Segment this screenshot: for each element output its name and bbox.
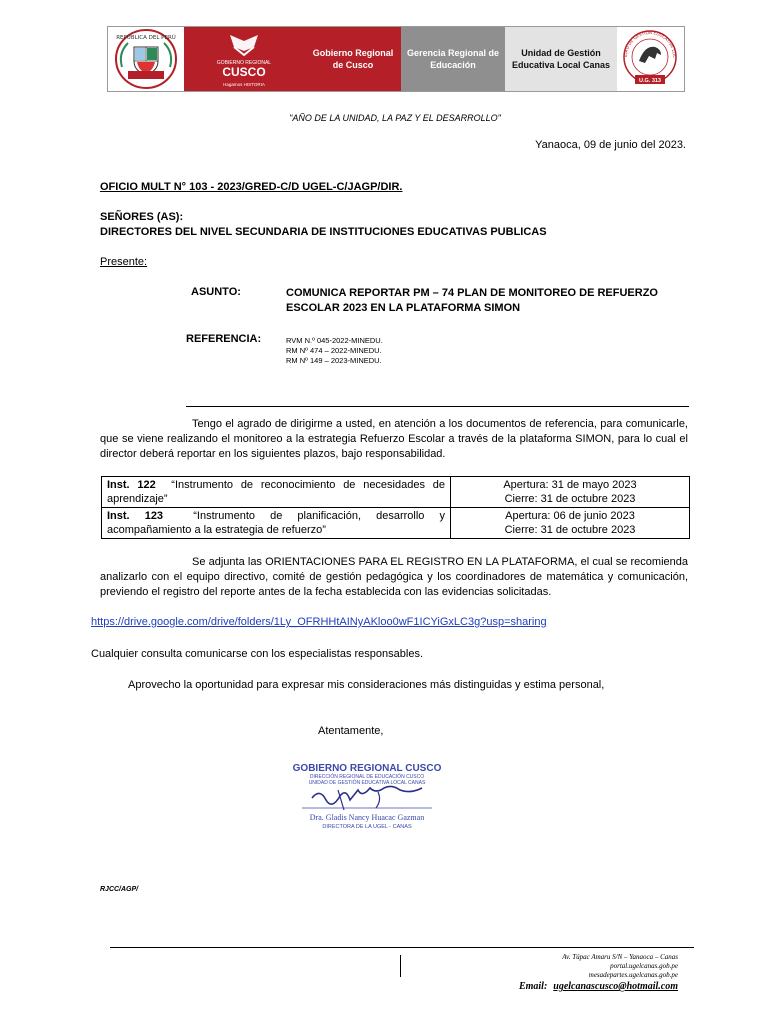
apertura-date: Apertura: 06 de junio 2023 [505, 510, 635, 522]
year-motto: "AÑO DE LA UNIDAD, LA PAZ Y EL DESARROLLO" [289, 113, 501, 123]
header-banner [107, 26, 685, 92]
seal-code: U.G. 313 [638, 78, 662, 84]
instrument-description: “Instrumento de reconocimiento de necesidades de aprendizaje” [107, 479, 445, 505]
signature-stamp [282, 754, 452, 834]
cierre-date: Cierre: 31 de octubre 2023 [504, 493, 636, 505]
table-row [102, 477, 690, 508]
stamp-role: DIRECTORA DE LA UGEL - CANAS [322, 824, 412, 830]
drive-folder-link[interactable]: https://drive.google.com/drive/folders/1Ly_OFRHHtAINyAKloo0wF1ICYiGxLC3g?usp=sharing [91, 616, 547, 628]
cusco-logo-tag: Hagamos HISTORIA [223, 82, 265, 87]
intro-paragraph-text: Tengo el agrado de dirigirme a usted, en atención a los documentos de referencia, para comunicarle, que se viene realizando el monitoreo a la estrategia Refuerzo Escolar a través de la plataforma SIMON, para lo cual el director deberá reportar en los siguientes plazos, bajo responsabilidad. [100, 418, 688, 460]
instrument-id: Inst. 122 [107, 479, 156, 491]
footer-email[interactable]: ugelcanascusco@hotmail.com [553, 981, 678, 992]
consulta-line: Cualquier consulta comunicarse con los especialistas responsables. [91, 648, 424, 660]
gobierno-cusco-logo [184, 27, 305, 91]
stamp-line2: DIRECCIÓN REGIONAL DE EDUCACIÓN CUSCO [309, 774, 425, 780]
referencia-list [286, 336, 383, 366]
gerencia-regional-label: Gerencia Regional de Educación [401, 27, 505, 91]
stamp-signer: Dra. Gladis Nancy Huacac Gazman [309, 813, 425, 822]
orientaciones-paragraph [100, 555, 688, 600]
senores-label: SEÑORES (AS): [100, 211, 184, 223]
intro-paragraph [100, 417, 688, 462]
peru-shield-logo [108, 27, 184, 91]
cusco-logo-name: CUSCO [222, 65, 266, 79]
footer-divider [110, 947, 694, 948]
orientaciones-paragraph-text: Se adjunta las ORIENTACIONES PARA EL REGISTRO EN LA PLATAFORMA, el cual se recomienda analizarlo con el equipo directivo, comité de gestión pedagógica y los coordinadores de matemática y comunicación, previendo el registro del reporte antes de la fecha establecida con las evidencias solicitadas. [100, 556, 688, 598]
footer-address-block [562, 953, 678, 980]
dates-cell [451, 477, 690, 508]
referencia-label: REFERENCIA: [186, 333, 262, 345]
gobierno-regional-label: Gobierno Regional de Cusco [305, 27, 401, 91]
instruments-table [101, 476, 690, 539]
dates-cell [451, 508, 690, 539]
referencia-item: RM Nº 149 – 2023-MINEDU. [286, 356, 382, 365]
directores-label: DIRECTORES DEL NIVEL SECUNDARIA DE INSTITUCIONES EDUCATIVAS PUBLICAS [100, 226, 547, 238]
document-date: Yanaoca, 09 de junio del 2023. [535, 139, 686, 151]
apertura-date: Apertura: 31 de mayo 2023 [503, 479, 637, 491]
asunto-text: COMUNICA REPORTAR PM – 74 PLAN DE MONITOREO DE REFUERZO ESCOLAR 2023 EN LA PLATAFORMA SIMON [286, 287, 658, 314]
table-row [102, 508, 690, 539]
instrument-cell [102, 508, 451, 539]
referencia-item: RM Nº 474 – 2022-MINEDU. [286, 346, 382, 355]
ugel-seal-logo [617, 27, 684, 91]
footer-email-line [519, 981, 678, 992]
oficio-number: OFICIO MULT N° 103 - 2023/GRED-C/D UGEL-C/JAGP/DIR. [100, 181, 403, 193]
atentamente-label: Atentamente, [318, 725, 384, 737]
closing-line: Aprovecho la oportunidad para expresar mis consideraciones más distinguidas y estima personal, [128, 679, 605, 691]
stamp-line1: GOBIERNO REGIONAL CUSCO [292, 763, 442, 774]
stamp-line3: UNIDAD DE GESTIÓN EDUCATIVA LOCAL CANAS [308, 780, 426, 786]
cusco-logo-top: GOBIERNO REGIONAL [216, 60, 272, 66]
section-divider [186, 406, 689, 407]
instrument-description: “Instrumento de planificación, desarrollo y acompañamiento a la estrategia de refuerzo” [107, 510, 445, 536]
footer-portal: portal.ugelcanas.gob.pe [610, 962, 678, 970]
cierre-date: Cierre: 31 de octubre 2023 [504, 524, 636, 536]
presente-label: Presente: [100, 256, 148, 268]
footer-bar [400, 955, 401, 977]
asunto-label: ASUNTO: [191, 286, 241, 298]
seal-caption: IDAD DE GESTIÓN EDUCATIVA LOC [622, 29, 678, 59]
reference-initials: RJCC/AGP/ [100, 886, 139, 893]
shield-caption: REPÚBLICA DEL PERÚ [116, 35, 176, 41]
instrument-cell [102, 477, 451, 508]
footer-address: Av. Túpac Amaru S/N – Yanaoca – Canas [562, 953, 678, 961]
referencia-item: RVM N.º 045-2022-MINEDU. [286, 336, 383, 345]
instrument-id: Inst. 123 [107, 510, 164, 522]
ugel-canas-label: Unidad de Gestión Educativa Local Canas [505, 27, 617, 91]
footer-email-label: Email: [518, 981, 548, 992]
addressee-block [100, 210, 547, 240]
footer-mesa: mesadepartes.ugelcanas.gob.pe [588, 971, 678, 979]
